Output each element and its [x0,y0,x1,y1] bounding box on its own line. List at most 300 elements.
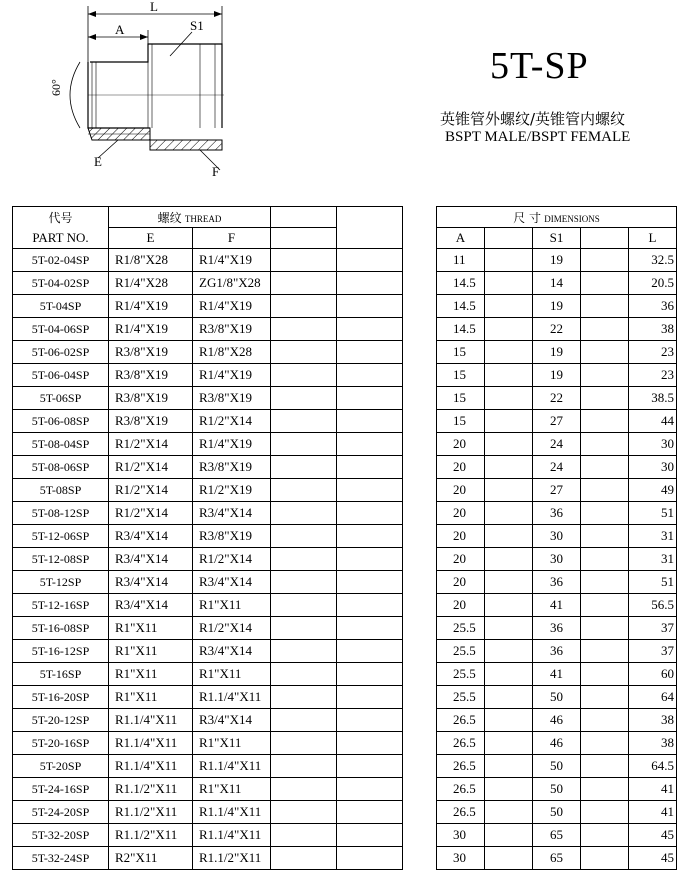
gap [403,709,437,732]
blank-cell [271,732,337,755]
blank-header [271,207,337,228]
part-no-cell: 5T-16-12SP [13,640,109,663]
gap [403,502,437,525]
e-header: E [109,228,193,249]
dim-a-cell: 26.5 [437,778,485,801]
dim-a-cell: 20 [437,525,485,548]
table-row [13,456,677,479]
dim-s1-cell: 50 [533,778,581,801]
blank-cell [485,709,533,732]
blank-cell [337,525,403,548]
thread-e-cell: R1/2"X14 [109,433,193,456]
blank-cell [337,709,403,732]
blank-cell [581,433,629,456]
blank-cell [581,686,629,709]
dim-a-cell: 15 [437,387,485,410]
label-L: L [150,0,158,14]
thread-e-cell: R1"X11 [109,617,193,640]
thread-e-cell: R3/8"X19 [109,387,193,410]
gap [403,617,437,640]
thread-f-cell: R1/4"X19 [193,364,271,387]
gap [403,801,437,824]
part-no-cell: 5T-06-08SP [13,410,109,433]
thread-e-cell: R1"X11 [109,686,193,709]
dim-a-cell: 30 [437,824,485,847]
blank-cell [485,364,533,387]
blank-cell [581,525,629,548]
dim-s1-cell: 24 [533,433,581,456]
dim-s1-cell: 46 [533,709,581,732]
part-no-cell: 5T-32-20SP [13,824,109,847]
blank-cell [271,295,337,318]
thread-f-cell: R1/4"X19 [193,433,271,456]
blank-cell [271,387,337,410]
blank-cell [581,548,629,571]
dim-s1-cell: 24 [533,456,581,479]
table-row [13,571,677,594]
table-row [13,410,677,433]
blank-cell [271,525,337,548]
part-no-header: PART NO. [13,228,109,249]
blank-cell [485,755,533,778]
table-row [13,249,677,272]
blank-cell [337,732,403,755]
table-row [13,778,677,801]
blank-cell [271,272,337,295]
blank-cell [337,502,403,525]
label-S1: S1 [190,18,204,33]
blank-cell [581,824,629,847]
blank-cell [337,617,403,640]
blank-cell [485,502,533,525]
blank-cell [271,801,337,824]
dim-l-cell: 45 [629,824,677,847]
label-angle: 60° [49,79,63,96]
thread-f-cell: R3/8"X19 [193,456,271,479]
thread-f-cell: R3/8"X19 [193,387,271,410]
thread-f-cell: R1/4"X19 [193,295,271,318]
blank-cell [581,502,629,525]
blank-cell [271,709,337,732]
thread-e-cell: R1.1/4"X11 [109,709,193,732]
blank-cell [581,387,629,410]
blank-cell [485,479,533,502]
blank-cell [581,571,629,594]
blank-cell [271,617,337,640]
part-no-cell: 5T-32-24SP [13,847,109,870]
blank-cell [271,594,337,617]
part-no-cell: 5T-20-12SP [13,709,109,732]
blank-cell [485,847,533,870]
blank-cell [271,778,337,801]
dim-s1-cell: 14 [533,272,581,295]
blank-cell [271,341,337,364]
thread-f-cell: R1.1/4"X11 [193,686,271,709]
blank-cell [337,295,403,318]
dim-s1-cell: 41 [533,594,581,617]
dim-l-cell: 20.5 [629,272,677,295]
dim-a-cell: 20 [437,571,485,594]
blank-cell [485,594,533,617]
dim-l-cell: 36 [629,295,677,318]
blank-cell [581,617,629,640]
fitting-drawing [0,0,696,200]
gap [403,640,437,663]
blank-cell [271,364,337,387]
blank-cell [581,341,629,364]
dim-l-cell: 51 [629,571,677,594]
blank-cell [485,387,533,410]
gap [403,456,437,479]
blank-cell [581,594,629,617]
dim-a-cell: 30 [437,847,485,870]
blank-header [581,228,629,249]
blank-cell [581,410,629,433]
thread-e-cell: R1/4"X19 [109,295,193,318]
blank-cell [485,548,533,571]
blank-cell [337,387,403,410]
blank-cell [337,594,403,617]
dim-s1-cell: 22 [533,387,581,410]
gap [403,732,437,755]
thread-e-cell: R3/4"X14 [109,548,193,571]
dim-a-cell: 14.5 [437,318,485,341]
dim-l-cell: 38.5 [629,387,677,410]
gap [403,341,437,364]
blank-cell [581,663,629,686]
part-no-cell: 5T-08-12SP [13,502,109,525]
dim-s1-cell: 65 [533,847,581,870]
thread-e-cell: R1.1/2"X11 [109,801,193,824]
part-no-cell: 5T-08-06SP [13,456,109,479]
gap [403,207,437,228]
gap [403,433,437,456]
subtitle-english: BSPT MALE/BSPT FEMALE [445,129,631,145]
thread-e-cell: R1/2"X14 [109,502,193,525]
thread-f-cell: R1/2"X14 [193,617,271,640]
dim-a-cell: 11 [437,249,485,272]
table-row [13,341,677,364]
thread-e-cell: R1/4"X19 [109,318,193,341]
table-row [13,364,677,387]
thread-e-cell: R1.1/2"X11 [109,778,193,801]
label-F: F [212,164,220,179]
thread-f-cell: R3/4"X14 [193,502,271,525]
dim-s1-cell: 19 [533,341,581,364]
blank-cell [485,456,533,479]
gap [403,847,437,870]
blank-cell [485,732,533,755]
blank-cell [485,801,533,824]
part-no-cell: 5T-20SP [13,755,109,778]
dim-l-cell: 30 [629,433,677,456]
dim-l-cell: 56.5 [629,594,677,617]
thread-f-cell: R3/4"X14 [193,640,271,663]
thread-f-cell: R1.1/4"X11 [193,755,271,778]
blank-cell [581,272,629,295]
dim-l-cell: 41 [629,801,677,824]
thread-e-cell: R1"X11 [109,663,193,686]
dimensions-header: 尺 寸 DIMENSIONS [437,207,677,228]
table-row [13,387,677,410]
blank-cell [485,249,533,272]
part-no-cell: 5T-02-04SP [13,249,109,272]
thread-f-cell: R1.1/2"X11 [193,847,271,870]
blank-cell [581,778,629,801]
thread-e-cell: R3/4"X14 [109,594,193,617]
blank-cell [337,249,403,272]
blank-cell [485,410,533,433]
gap [403,778,437,801]
dim-l-cell: 44 [629,410,677,433]
thread-e-cell: R1/4"X28 [109,272,193,295]
blank-cell [271,479,337,502]
part-no-cell: 5T-12-08SP [13,548,109,571]
gap [403,479,437,502]
part-no-cell: 5T-24-20SP [13,801,109,824]
thread-f-cell: R1/4"X19 [193,249,271,272]
dim-l-cell: 23 [629,341,677,364]
blank-cell [581,755,629,778]
thread-e-cell: R1/2"X14 [109,479,193,502]
thread-e-cell: R3/4"X14 [109,571,193,594]
table-row [13,318,677,341]
thread-e-cell: R1.1/4"X11 [109,732,193,755]
blank-cell [337,318,403,341]
blank-cell [337,640,403,663]
thread-e-cell: R2"X11 [109,847,193,870]
thread-e-cell: R1/2"X14 [109,456,193,479]
gap [403,755,437,778]
blank-header [485,228,533,249]
dim-l-cell: 41 [629,778,677,801]
gap [403,295,437,318]
dim-s1-cell: 36 [533,640,581,663]
thread-e-cell: R3/8"X19 [109,364,193,387]
dim-a-cell: 20 [437,594,485,617]
thread-f-cell: R1/2"X14 [193,548,271,571]
dim-s1-cell: 50 [533,755,581,778]
blank-cell [485,686,533,709]
blank-cell [581,847,629,870]
gap [403,318,437,341]
dim-s1-cell: 36 [533,502,581,525]
dim-a-cell: 26.5 [437,755,485,778]
dim-s1-cell: 50 [533,801,581,824]
part-no-cell: 5T-16-08SP [13,617,109,640]
thread-f-cell: ZG1/8"X28 [193,272,271,295]
table-row [13,686,677,709]
dim-s1-cell: 27 [533,410,581,433]
label-A: A [115,22,125,37]
table-row [13,801,677,824]
dim-l-cell: 38 [629,709,677,732]
dim-a-cell: 15 [437,364,485,387]
dim-s1-cell: 65 [533,824,581,847]
blank-cell [271,548,337,571]
part-no-cell: 5T-04-02SP [13,272,109,295]
part-header: 代号 [13,207,109,228]
table-row [13,663,677,686]
dim-a-cell: 25.5 [437,686,485,709]
thread-f-cell: R1.1/4"X11 [193,824,271,847]
blank-cell [337,663,403,686]
dim-a-cell: 14.5 [437,295,485,318]
dim-a-cell: 15 [437,410,485,433]
dim-a-cell: 15 [437,341,485,364]
blank-cell [581,364,629,387]
part-no-cell: 5T-08-04SP [13,433,109,456]
thread-e-cell: R3/8"X19 [109,410,193,433]
blank-cell [581,249,629,272]
blank-cell [485,663,533,686]
blank-cell [337,755,403,778]
blank-cell [337,824,403,847]
dim-a-cell: 20 [437,502,485,525]
blank-cell [337,686,403,709]
f-header: F [193,228,271,249]
gap [403,249,437,272]
blank-cell [581,640,629,663]
blank-cell [337,801,403,824]
blank-cell [337,847,403,870]
blank-cell [337,778,403,801]
product-title: 5T-SP [490,45,589,87]
blank-cell [337,410,403,433]
blank-cell [271,847,337,870]
header-row-2 [13,228,677,249]
dim-s1-cell: 19 [533,364,581,387]
blank-cell [485,272,533,295]
blank-cell [271,249,337,272]
thread-f-cell: R1"X11 [193,732,271,755]
table-row [13,847,677,870]
blank-cell [337,456,403,479]
thread-e-cell: R1.1/2"X11 [109,824,193,847]
thread-f-cell: R3/4"X14 [193,709,271,732]
blank-cell [271,755,337,778]
dim-a-cell: 20 [437,433,485,456]
gap [403,525,437,548]
a-header: A [437,228,485,249]
dim-a-cell: 20 [437,456,485,479]
dim-l-cell: 31 [629,525,677,548]
blank-cell [581,479,629,502]
thread-f-cell: R1"X11 [193,594,271,617]
gap [403,410,437,433]
table-row [13,502,677,525]
l-header: L [629,228,677,249]
blank-cell [337,433,403,456]
thread-f-cell: R1/2"X14 [193,410,271,433]
part-no-cell: 5T-08SP [13,479,109,502]
thread-header: 螺纹 THREAD [109,207,271,228]
gap [403,228,437,249]
blank-cell [271,410,337,433]
dim-s1-cell: 22 [533,318,581,341]
part-no-cell: 5T-06-02SP [13,341,109,364]
blank-cell [485,640,533,663]
dim-a-cell: 20 [437,548,485,571]
dim-s1-cell: 36 [533,571,581,594]
part-no-cell: 5T-12-06SP [13,525,109,548]
gap [403,594,437,617]
dim-s1-cell: 36 [533,617,581,640]
blank-cell [337,548,403,571]
table-row [13,824,677,847]
thread-e-cell: R1"X11 [109,640,193,663]
gap [403,571,437,594]
dim-l-cell: 64.5 [629,755,677,778]
subtitle-chinese: 英锥管外螺纹/英锥管内螺纹 [440,110,626,128]
blank-cell [581,318,629,341]
blank-cell [485,295,533,318]
blank-cell [485,617,533,640]
part-no-cell: 5T-04SP [13,295,109,318]
table-row [13,295,677,318]
dim-s1-cell: 30 [533,548,581,571]
dim-s1-cell: 46 [533,732,581,755]
part-no-cell: 5T-16SP [13,663,109,686]
blank-cell [271,663,337,686]
blank-cell [271,502,337,525]
dim-s1-cell: 27 [533,479,581,502]
dim-a-cell: 20 [437,479,485,502]
table-row [13,525,677,548]
dim-a-cell: 25.5 [437,617,485,640]
dim-a-cell: 26.5 [437,732,485,755]
blank-cell [271,686,337,709]
dim-l-cell: 31 [629,548,677,571]
dim-a-cell: 14.5 [437,272,485,295]
dim-s1-cell: 50 [533,686,581,709]
dim-s1-cell: 19 [533,295,581,318]
blank-cell [581,801,629,824]
part-no-cell: 5T-04-06SP [13,318,109,341]
blank-cell [485,778,533,801]
part-no-cell: 5T-20-16SP [13,732,109,755]
dim-l-cell: 49 [629,479,677,502]
blank-cell [485,571,533,594]
dim-l-cell: 30 [629,456,677,479]
blank-cell [271,456,337,479]
blank-cell [581,732,629,755]
gap [403,548,437,571]
dim-l-cell: 60 [629,663,677,686]
gap [403,364,437,387]
thread-f-cell: R1"X11 [193,778,271,801]
blank-cell [271,433,337,456]
blank-cell [581,295,629,318]
blank-cell [271,824,337,847]
table-row [13,272,677,295]
blank-cell [485,824,533,847]
thread-f-cell: R1"X11 [193,663,271,686]
blank-header [271,228,337,249]
blank-cell [337,479,403,502]
thread-f-cell: R1/8"X28 [193,341,271,364]
thread-f-cell: R3/8"X19 [193,525,271,548]
table-row [13,479,677,502]
label-E: E [94,154,102,169]
dim-l-cell: 37 [629,617,677,640]
thread-f-cell: R1/2"X19 [193,479,271,502]
thread-e-cell: R1/8"X28 [109,249,193,272]
thread-e-cell: R3/4"X14 [109,525,193,548]
gap [403,686,437,709]
blank-cell [581,456,629,479]
dim-l-cell: 45 [629,847,677,870]
